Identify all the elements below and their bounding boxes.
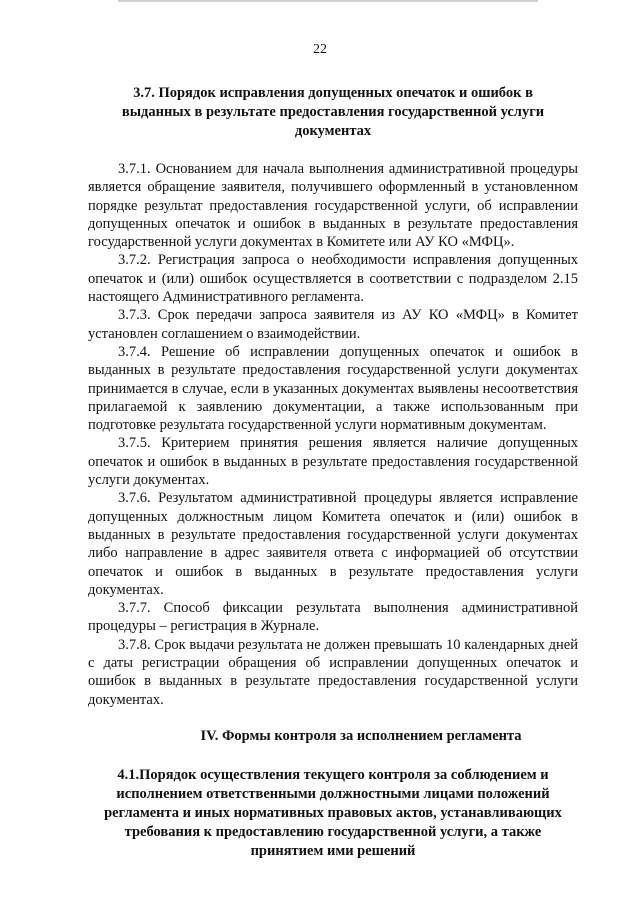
scan-top-edge xyxy=(118,0,538,2)
paragraph-3-7-7: 3.7.7. Способ фиксации результата выполнения административной процедуры – регистрация в Журнале. xyxy=(88,600,578,635)
paragraph-3-7-6: 3.7.6. Результатом административной процедуры является исправление допущенных должностным лицом Комитета опечаток и (или) ошибок в выданных в результате предоставления государственной услуги документах либо направление в адрес заявителя ответа с информацией об отсутствии опечаток и ошибок в выданных в результате предоставления услуги документах. xyxy=(88,490,578,598)
paragraph-3-7-2: 3.7.2. Регистрация запроса о необходимости исправления допущенных опечаток и (или) ошибок осуществляется в соответствии с подразделом 2.15 настоящего Административного регламента. xyxy=(88,252,578,306)
paragraph-3-7-4: 3.7.4. Решение об исправлении допущенных опечаток и ошибок в выданных в результате предоставления государственной услуги документах принимается в случае, если в указанных документах выявлены несоответствия прилагаемой к заявлению документации, а также использованным при подготовке результата государственной услуги нормативным документам. xyxy=(88,343,578,434)
section-3-7-heading: 3.7. Порядок исправления допущенных опечаток и ошибок в выданных в результате предоставления государственной услуги документах xyxy=(121,85,545,139)
section-3-7-paragraphs xyxy=(88,160,578,709)
section-4-1-heading: 4.1.Порядок осуществления текущего контроля за соблюдением и исполнением ответственными должностными лицами положений регламента и иных нормативных правовых актов, устанавливающих требования к предоставлению государственной услуги, а также принятием ими решений xyxy=(104,766,562,859)
document-body xyxy=(88,84,578,861)
section-iv-heading: IV. Формы контроля за исполнением регламента xyxy=(200,727,522,744)
page-number: 22 xyxy=(313,42,327,57)
paragraph-3-7-5: 3.7.5. Критерием принятия решения является наличие допущенных опечаток и ошибок в выданных в результате предоставления государственной услуги документах. xyxy=(88,435,578,489)
paragraph-3-7-8: 3.7.8. Срок выдачи результата не должен превышать 10 календарных дней с даты регистрации обращения об исправлении допущенных опечаток и ошибок в выданных в результате предоставления государственной услуги документах. xyxy=(88,636,578,708)
paragraph-3-7-1: 3.7.1. Основанием для начала выполнения административной процедуры является обращение заявителя, получившего оформленный в установленном порядке результат предоставления государственной услуги, об исправлении допущенных опечаток и ошибок в выданных в результате предоставления государственной услуги документах в Комитете или АУ КО «МФЦ». xyxy=(88,161,578,251)
paragraph-3-7-3: 3.7.3. Срок передачи запроса заявителя из АУ КО «МФЦ» в Комитет установлен соглашением о взаимодействии. xyxy=(88,307,578,342)
